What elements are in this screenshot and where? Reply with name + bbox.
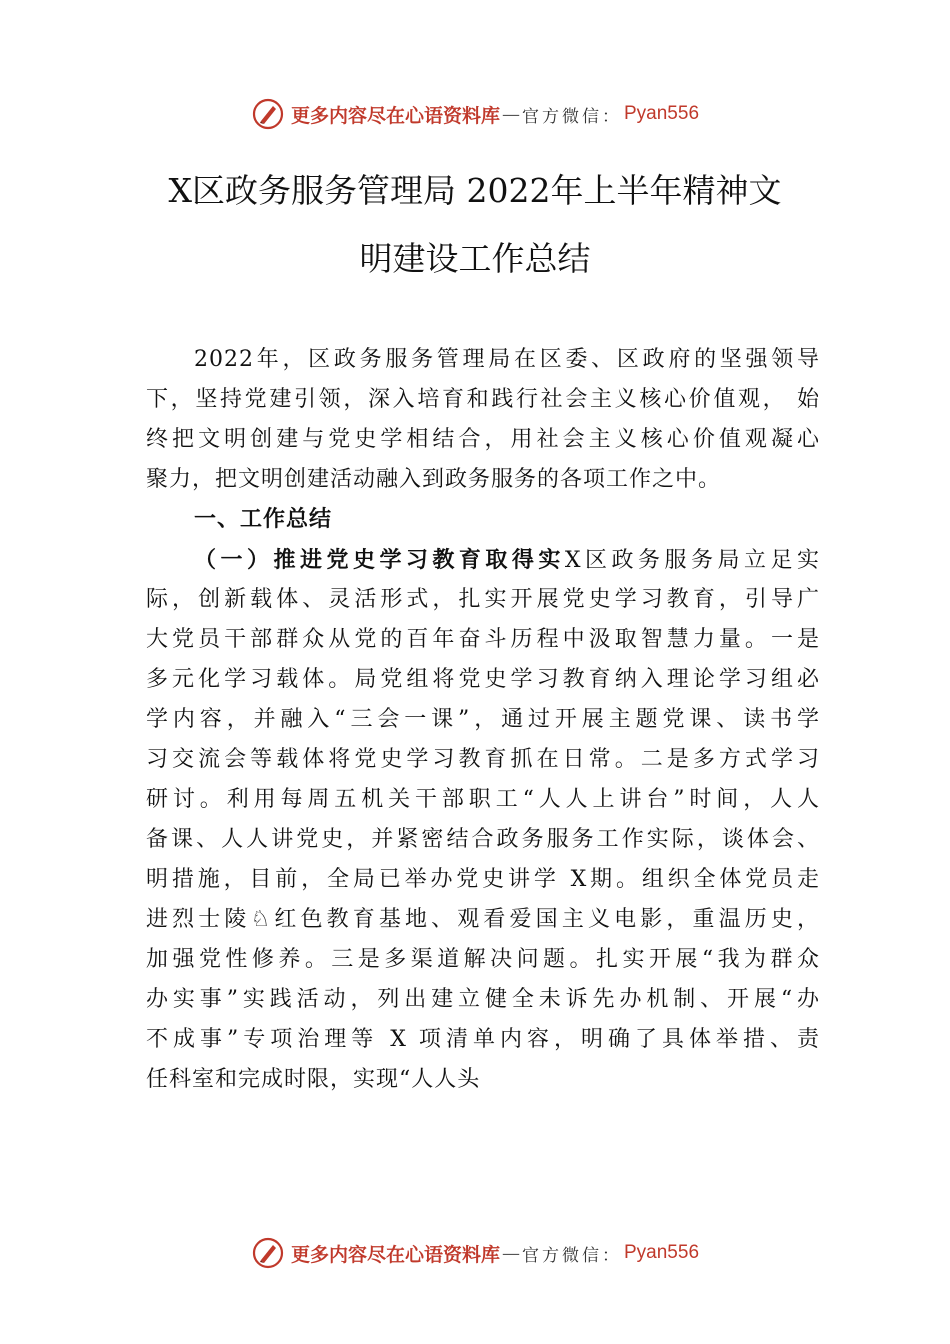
banner-dash: — (502, 1242, 520, 1264)
banner-wechat-label: 官方微信： (522, 1245, 622, 1266)
banner-wechat-id: Pyan556 (624, 1242, 700, 1263)
intro-line: 终把文明创建与党史学相结合，用社会主义核心价值观凝心 (146, 427, 820, 452)
body-line: 学内容，并融入“三会一课”，通过开展主题党课、读书学 (146, 707, 820, 732)
body-line: 明措施，目前，全局已举办党史讲学 X期。组织全体党员走 (146, 867, 820, 892)
subsection-first-line (146, 540, 820, 580)
body-line: 习交流会等载体将党史学习教育抓在日常。二是多方式学习 (146, 747, 820, 772)
intro-line: 聚力，把文明创建活动融入到政务服务的各项工作之中。 (146, 467, 722, 492)
pen-logo-icon (251, 1236, 285, 1270)
banner-dash: — (502, 103, 520, 125)
body-line: 际，创新载体、灵活形式，扎实开展党史学习教育，引导广 (146, 587, 820, 612)
pen-logo-icon (251, 97, 285, 131)
body-line: 不成事”专项治理等 X 项清单内容，明确了具体举措、责 (146, 1027, 820, 1052)
banner-brand-text: 更多内容尽在心语资料库 (290, 1243, 500, 1266)
banner-wechat-label: 官方微信： (522, 106, 622, 127)
body-line: 办实事”实践活动，列出建立健全未诉先办机制、开展“办 (146, 987, 820, 1012)
subsection-first-line-rest: X区政务服务局立足实 (564, 548, 820, 573)
intro-line: 2022年，区政务服务管理局在区委、区政府的坚强领导 (194, 347, 820, 372)
footer-watermark-banner (0, 1233, 950, 1273)
banner-wechat-id: Pyan556 (624, 103, 700, 124)
body-line: 进烈士陵♘红色教育基地、观看爱国主义电影，重温历史， (146, 907, 820, 932)
body-line: 备课、人人讲党史，并紧密结合政务服务工作实际，谈体会、 (146, 827, 820, 852)
body-line: 任科室和完成时限，实现“人人头 (146, 1067, 481, 1092)
subsection-label: （一）推进党史学习教育取得实 (194, 547, 565, 573)
document-body (146, 340, 820, 1100)
header-watermark-banner (0, 94, 950, 134)
document-title-line-1: X区政务服务管理局 2022年上半年精神文 (168, 171, 782, 210)
document-title-line-2: 明建设工作总结 (359, 239, 591, 278)
banner-brand-text: 更多内容尽在心语资料库 (290, 104, 500, 127)
section-heading: 一、工作总结 (194, 507, 333, 532)
body-line: 多元化学习载体。局党组将党史学习教育纳入理论学习组必 (146, 667, 820, 692)
body-line: 加强党性修养。三是多渠道解决问题。扎实开展“我为群众 (146, 947, 820, 972)
body-line: 研讨。利用每周五机关干部职工“人人上讲台”时间，人人 (146, 787, 820, 812)
intro-line: 下，坚持党建引领，深入培育和践行社会主义核心价值观， 始 (146, 387, 820, 412)
body-line: 大党员干部群众从党的百年奋斗历程中汲取智慧力量。一是 (146, 627, 820, 652)
